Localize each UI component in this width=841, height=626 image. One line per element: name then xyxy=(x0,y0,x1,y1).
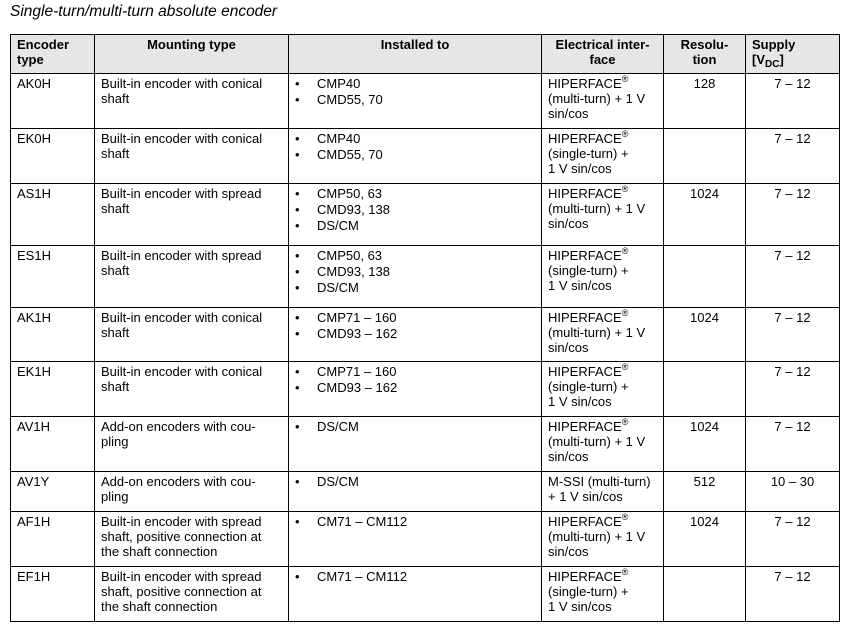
cell-resolution: 128 xyxy=(664,74,746,129)
cell-electrical-interface xyxy=(542,184,664,246)
cell-electrical-interface xyxy=(542,129,664,184)
table-row xyxy=(11,129,840,184)
table-row xyxy=(11,567,840,622)
cell-encoder-type: AK0H xyxy=(11,74,95,129)
cell-resolution: 1024 xyxy=(664,512,746,567)
installed-list-item: • DS/CM xyxy=(295,419,535,435)
electrical-interface-main xyxy=(548,514,657,529)
electrical-interface-name: HIPERFACE xyxy=(548,514,622,529)
installed-list-item: • CM71 – CM112 xyxy=(295,514,535,530)
cell-supply: 7 – 12 xyxy=(746,184,840,246)
electrical-interface-detail: (single-turn) + xyxy=(548,584,629,599)
electrical-interface-name: HIPERFACE xyxy=(548,364,622,379)
cell-mounting-type: Add-on encoders with cou-pling xyxy=(95,472,289,512)
installed-list xyxy=(295,248,535,296)
registered-mark: ® xyxy=(621,308,629,318)
registered-mark: ® xyxy=(621,417,629,427)
installed-list xyxy=(295,186,535,234)
table-row xyxy=(11,417,840,472)
installed-list-item: • CMP71 – 160 xyxy=(295,364,535,380)
electrical-interface-main xyxy=(548,364,657,379)
header-installed-to: Installed to xyxy=(289,35,542,74)
header-mounting-type: Mounting type xyxy=(95,35,289,74)
electrical-interface-detail: (multi-turn) + 1 V xyxy=(548,91,646,106)
cell-installed-to xyxy=(289,417,542,472)
cell-installed-to xyxy=(289,74,542,129)
cell-installed-to xyxy=(289,512,542,567)
header-supply-label: Supply xyxy=(752,37,796,52)
cell-installed-to xyxy=(289,184,542,246)
electrical-interface-detail: (multi-turn) + 1 V xyxy=(548,434,646,449)
registered-mark: ® xyxy=(621,512,629,522)
electrical-interface-name: HIPERFACE xyxy=(548,131,622,146)
installed-list-item: • CMP50, 63 xyxy=(295,248,535,264)
table-header-row xyxy=(11,35,840,74)
electrical-interface-detail: sin/cos xyxy=(548,106,589,121)
installed-list-item: • CMD55, 70 xyxy=(295,92,535,108)
installed-list-item: • CM71 – CM112 xyxy=(295,569,535,585)
electrical-interface-detail: (multi-turn) + 1 V xyxy=(548,529,646,544)
installed-list-item: • CMD55, 70 xyxy=(295,147,535,163)
installed-list-item: • CMD93 – 162 xyxy=(295,380,535,396)
cell-installed-to xyxy=(289,308,542,362)
electrical-interface-detail: sin/cos xyxy=(548,340,589,355)
cell-electrical-interface xyxy=(542,512,664,567)
registered-mark: ® xyxy=(621,567,629,577)
cell-mounting-type: Built-in encoder with conical shaft xyxy=(95,129,289,184)
registered-mark: ® xyxy=(621,129,629,139)
cell-resolution: 1024 xyxy=(664,308,746,362)
header-electrical-interface: Electrical inter-face xyxy=(542,35,664,74)
installed-list xyxy=(295,76,535,108)
cell-electrical-interface xyxy=(542,472,664,512)
registered-mark: ® xyxy=(621,246,629,256)
electrical-interface-detail: 1 V sin/cos xyxy=(548,278,612,293)
cell-installed-to xyxy=(289,472,542,512)
cell-encoder-type: AS1H xyxy=(11,184,95,246)
cell-mounting-type: Built-in encoder with spread shaft, positive connection at the shaft connection xyxy=(95,512,289,567)
electrical-interface-main xyxy=(548,419,657,434)
cell-encoder-type: EK0H xyxy=(11,129,95,184)
cell-supply: 7 – 12 xyxy=(746,512,840,567)
installed-list-item: • CMD93 – 162 xyxy=(295,326,535,342)
installed-list xyxy=(295,569,535,585)
cell-installed-to xyxy=(289,246,542,308)
registered-mark: ® xyxy=(621,362,629,372)
table-row xyxy=(11,184,840,246)
electrical-interface-name: HIPERFACE xyxy=(548,310,622,325)
table-title: Single-turn/multi-turn absolute encoder xyxy=(10,3,278,20)
table-body xyxy=(11,74,840,622)
installed-list-item: • CMP50, 63 xyxy=(295,186,535,202)
header-supply-unit-close: ] xyxy=(779,52,784,67)
electrical-interface-detail: sin/cos xyxy=(548,216,589,231)
cell-electrical-interface xyxy=(542,417,664,472)
installed-list-item: • DS/CM xyxy=(295,474,535,490)
electrical-interface-detail: 1 V sin/cos xyxy=(548,161,612,176)
cell-installed-to xyxy=(289,362,542,417)
cell-supply: 7 – 12 xyxy=(746,74,840,129)
cell-encoder-type: ES1H xyxy=(11,246,95,308)
electrical-interface-detail: sin/cos xyxy=(548,544,589,559)
cell-mounting-type: Add-on encoders with cou-pling xyxy=(95,417,289,472)
installed-list xyxy=(295,131,535,163)
table-row xyxy=(11,246,840,308)
electrical-interface-detail: (single-turn) + xyxy=(548,379,629,394)
cell-resolution: 512 xyxy=(664,472,746,512)
electrical-interface-detail: + 1 V sin/cos xyxy=(548,489,623,504)
electrical-interface-detail: 1 V sin/cos xyxy=(548,394,612,409)
installed-list-item: • CMP40 xyxy=(295,131,535,147)
electrical-interface-main xyxy=(548,76,657,91)
table-row xyxy=(11,74,840,129)
table-row xyxy=(11,472,840,512)
cell-resolution: 1024 xyxy=(664,184,746,246)
electrical-interface-name: HIPERFACE xyxy=(548,569,622,584)
cell-encoder-type: AV1Y xyxy=(11,472,95,512)
header-supply-unit-sub: DC xyxy=(765,59,780,70)
registered-mark: ® xyxy=(621,74,629,84)
cell-encoder-type: EF1H xyxy=(11,567,95,622)
electrical-interface-name: M-SSI (multi-turn) xyxy=(548,474,651,489)
cell-mounting-type: Built-in encoder with spread shaft xyxy=(95,246,289,308)
cell-supply: 7 – 12 xyxy=(746,417,840,472)
cell-resolution xyxy=(664,567,746,622)
cell-electrical-interface xyxy=(542,362,664,417)
installed-list-item: • CMP71 – 160 xyxy=(295,310,535,326)
cell-electrical-interface xyxy=(542,308,664,362)
cell-encoder-type: AF1H xyxy=(11,512,95,567)
installed-list xyxy=(295,474,535,490)
electrical-interface-name: HIPERFACE xyxy=(548,419,622,434)
cell-supply: 7 – 12 xyxy=(746,129,840,184)
encoder-table xyxy=(10,34,840,622)
cell-mounting-type: Built-in encoder with conical shaft xyxy=(95,362,289,417)
cell-encoder-type: EK1H xyxy=(11,362,95,417)
table-row xyxy=(11,362,840,417)
table-row xyxy=(11,308,840,362)
cell-resolution: 1024 xyxy=(664,417,746,472)
electrical-interface-detail: (multi-turn) + 1 V xyxy=(548,325,646,340)
cell-encoder-type: AK1H xyxy=(11,308,95,362)
installed-list xyxy=(295,514,535,530)
installed-list-item: • DS/CM xyxy=(295,280,535,296)
installed-list xyxy=(295,419,535,435)
electrical-interface-detail: (multi-turn) + 1 V xyxy=(548,201,646,216)
electrical-interface-main xyxy=(548,131,657,146)
electrical-interface-detail: 1 V sin/cos xyxy=(548,599,612,614)
header-resolution: Resolu-tion xyxy=(664,35,746,74)
installed-list-item: • CMD93, 138 xyxy=(295,202,535,218)
cell-resolution xyxy=(664,246,746,308)
cell-electrical-interface xyxy=(542,74,664,129)
electrical-interface-detail: sin/cos xyxy=(548,449,589,464)
cell-installed-to xyxy=(289,567,542,622)
header-supply-unit-open: [V xyxy=(752,52,765,67)
installed-list-item: • CMD93, 138 xyxy=(295,264,535,280)
registered-mark: ® xyxy=(621,184,629,194)
cell-encoder-type: AV1H xyxy=(11,417,95,472)
electrical-interface-name: HIPERFACE xyxy=(548,76,622,91)
cell-mounting-type: Built-in encoder with conical shaft xyxy=(95,74,289,129)
cell-mounting-type: Built-in encoder with spread shaft, positive connection at the shaft connection xyxy=(95,567,289,622)
header-encoder-type: Encoder type xyxy=(11,35,95,74)
cell-supply: 7 – 12 xyxy=(746,362,840,417)
installed-list-item: • CMP40 xyxy=(295,76,535,92)
electrical-interface-detail: (single-turn) + xyxy=(548,263,629,278)
installed-list-item: • DS/CM xyxy=(295,218,535,234)
cell-supply: 7 – 12 xyxy=(746,308,840,362)
electrical-interface-main xyxy=(548,569,657,584)
cell-installed-to xyxy=(289,129,542,184)
cell-mounting-type: Built-in encoder with spread shaft xyxy=(95,184,289,246)
electrical-interface-name: HIPERFACE xyxy=(548,186,622,201)
electrical-interface-main xyxy=(548,310,657,325)
electrical-interface-main xyxy=(548,248,657,263)
electrical-interface-detail: (single-turn) + xyxy=(548,146,629,161)
installed-list xyxy=(295,310,535,342)
electrical-interface-main xyxy=(548,186,657,201)
cell-resolution xyxy=(664,362,746,417)
cell-supply: 7 – 12 xyxy=(746,567,840,622)
cell-supply: 7 – 12 xyxy=(746,246,840,308)
cell-electrical-interface xyxy=(542,567,664,622)
installed-list xyxy=(295,364,535,396)
cell-electrical-interface xyxy=(542,246,664,308)
cell-mounting-type: Built-in encoder with conical shaft xyxy=(95,308,289,362)
cell-resolution xyxy=(664,129,746,184)
cell-supply: 10 – 30 xyxy=(746,472,840,512)
table-row xyxy=(11,512,840,567)
electrical-interface-name: HIPERFACE xyxy=(548,248,622,263)
electrical-interface-main xyxy=(548,474,657,489)
header-supply xyxy=(746,35,840,74)
